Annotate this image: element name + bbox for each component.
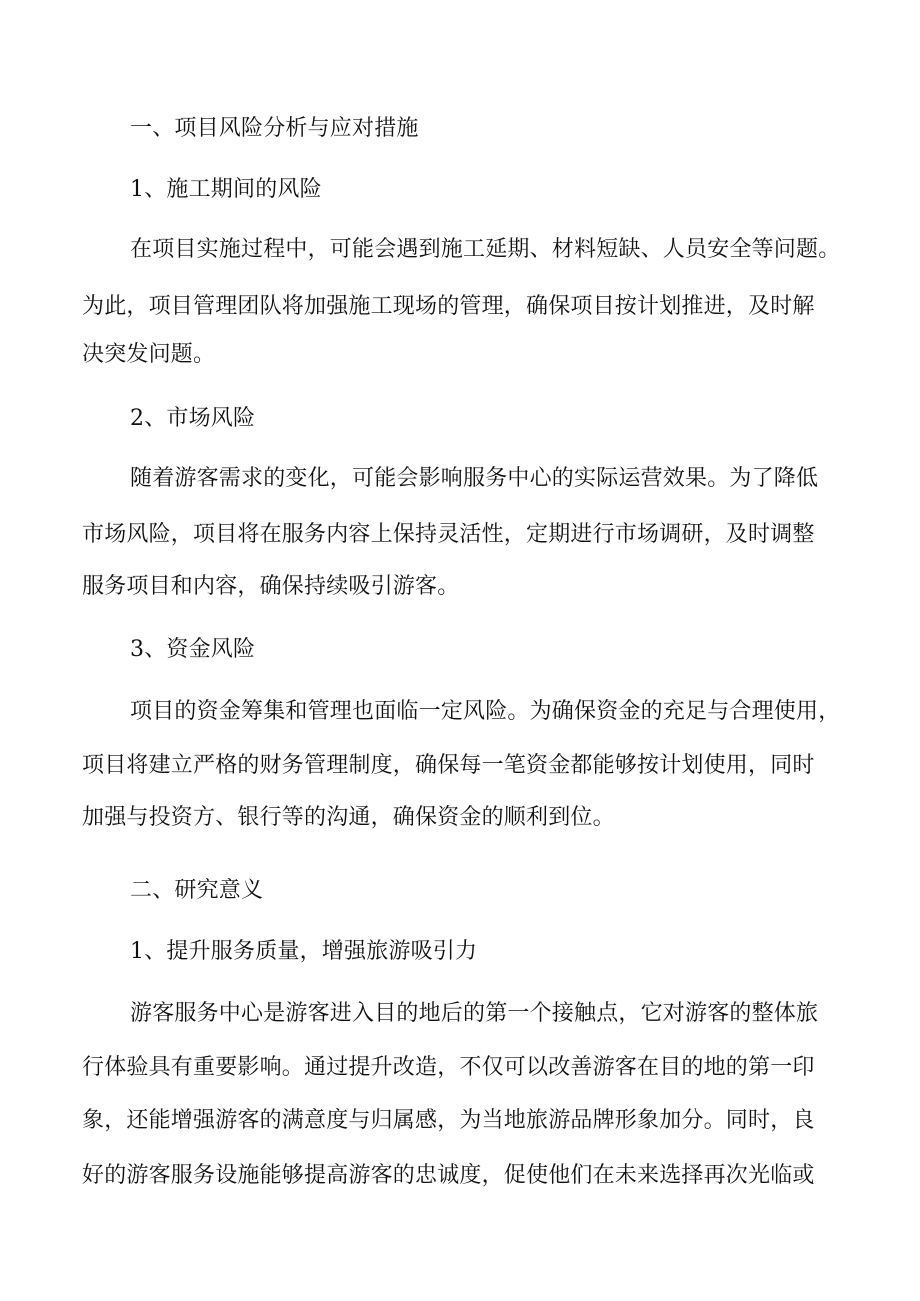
paragraph-line: 服务项目和内容，确保持续吸引游客。 [82, 574, 460, 599]
paragraph-line: 项目将建立严格的财务管理制度，确保每一笔资金都能够按计划使用，同时 [82, 753, 815, 778]
subheading-construction-risk: 1、施工期间的风险 [130, 177, 322, 202]
paragraph-line: 随着游客需求的变化，可能会影响服务中心的实际运营效果。为了降低 [130, 466, 819, 491]
subheading-market-risk: 2、市场风险 [130, 406, 256, 431]
paragraph-line: 好的游客服务设施能够提高游客的忠诚度，促使他们在未来选择再次光临或 [82, 1163, 815, 1188]
section-heading-risk: 一、项目风险分析与应对措施 [130, 116, 419, 141]
paragraph-line: 游客服务中心是游客进入目的地后的第一个接触点，它对游客的整体旅 [130, 1001, 819, 1026]
paragraph-line: 加强与投资方、银行等的沟通，确保资金的顺利到位。 [82, 805, 615, 830]
paragraph-line: 市场风险，项目将在服务内容上保持灵活性，定期进行市场调研，及时调整 [82, 522, 815, 547]
paragraph-line: 项目的资金筹集和管理也面临一定风险。为确保资金的充足与合理使用， [130, 699, 841, 724]
paragraph-line: 决突发问题。 [82, 342, 216, 367]
subheading-funding-risk: 3、资金风险 [130, 637, 256, 662]
paragraph-line: 在项目实施过程中，可能会遇到施工延期、材料短缺、人员安全等问题。 [130, 237, 841, 262]
section-heading-significance: 二、研究意义 [130, 878, 264, 903]
paragraph-line: 为此，项目管理团队将加强施工现场的管理，确保项目按计划推进，及时解 [82, 294, 815, 319]
paragraph-line: 象，还能增强游客的满意度与归属感，为当地旅游品牌形象加分。同时，良 [82, 1108, 815, 1133]
subheading-service-quality: 1、提升服务质量，增强旅游吸引力 [130, 939, 478, 964]
paragraph-line: 行体验具有重要影响。通过提升改造，不仅可以改善游客在目的地的第一印 [82, 1055, 815, 1080]
